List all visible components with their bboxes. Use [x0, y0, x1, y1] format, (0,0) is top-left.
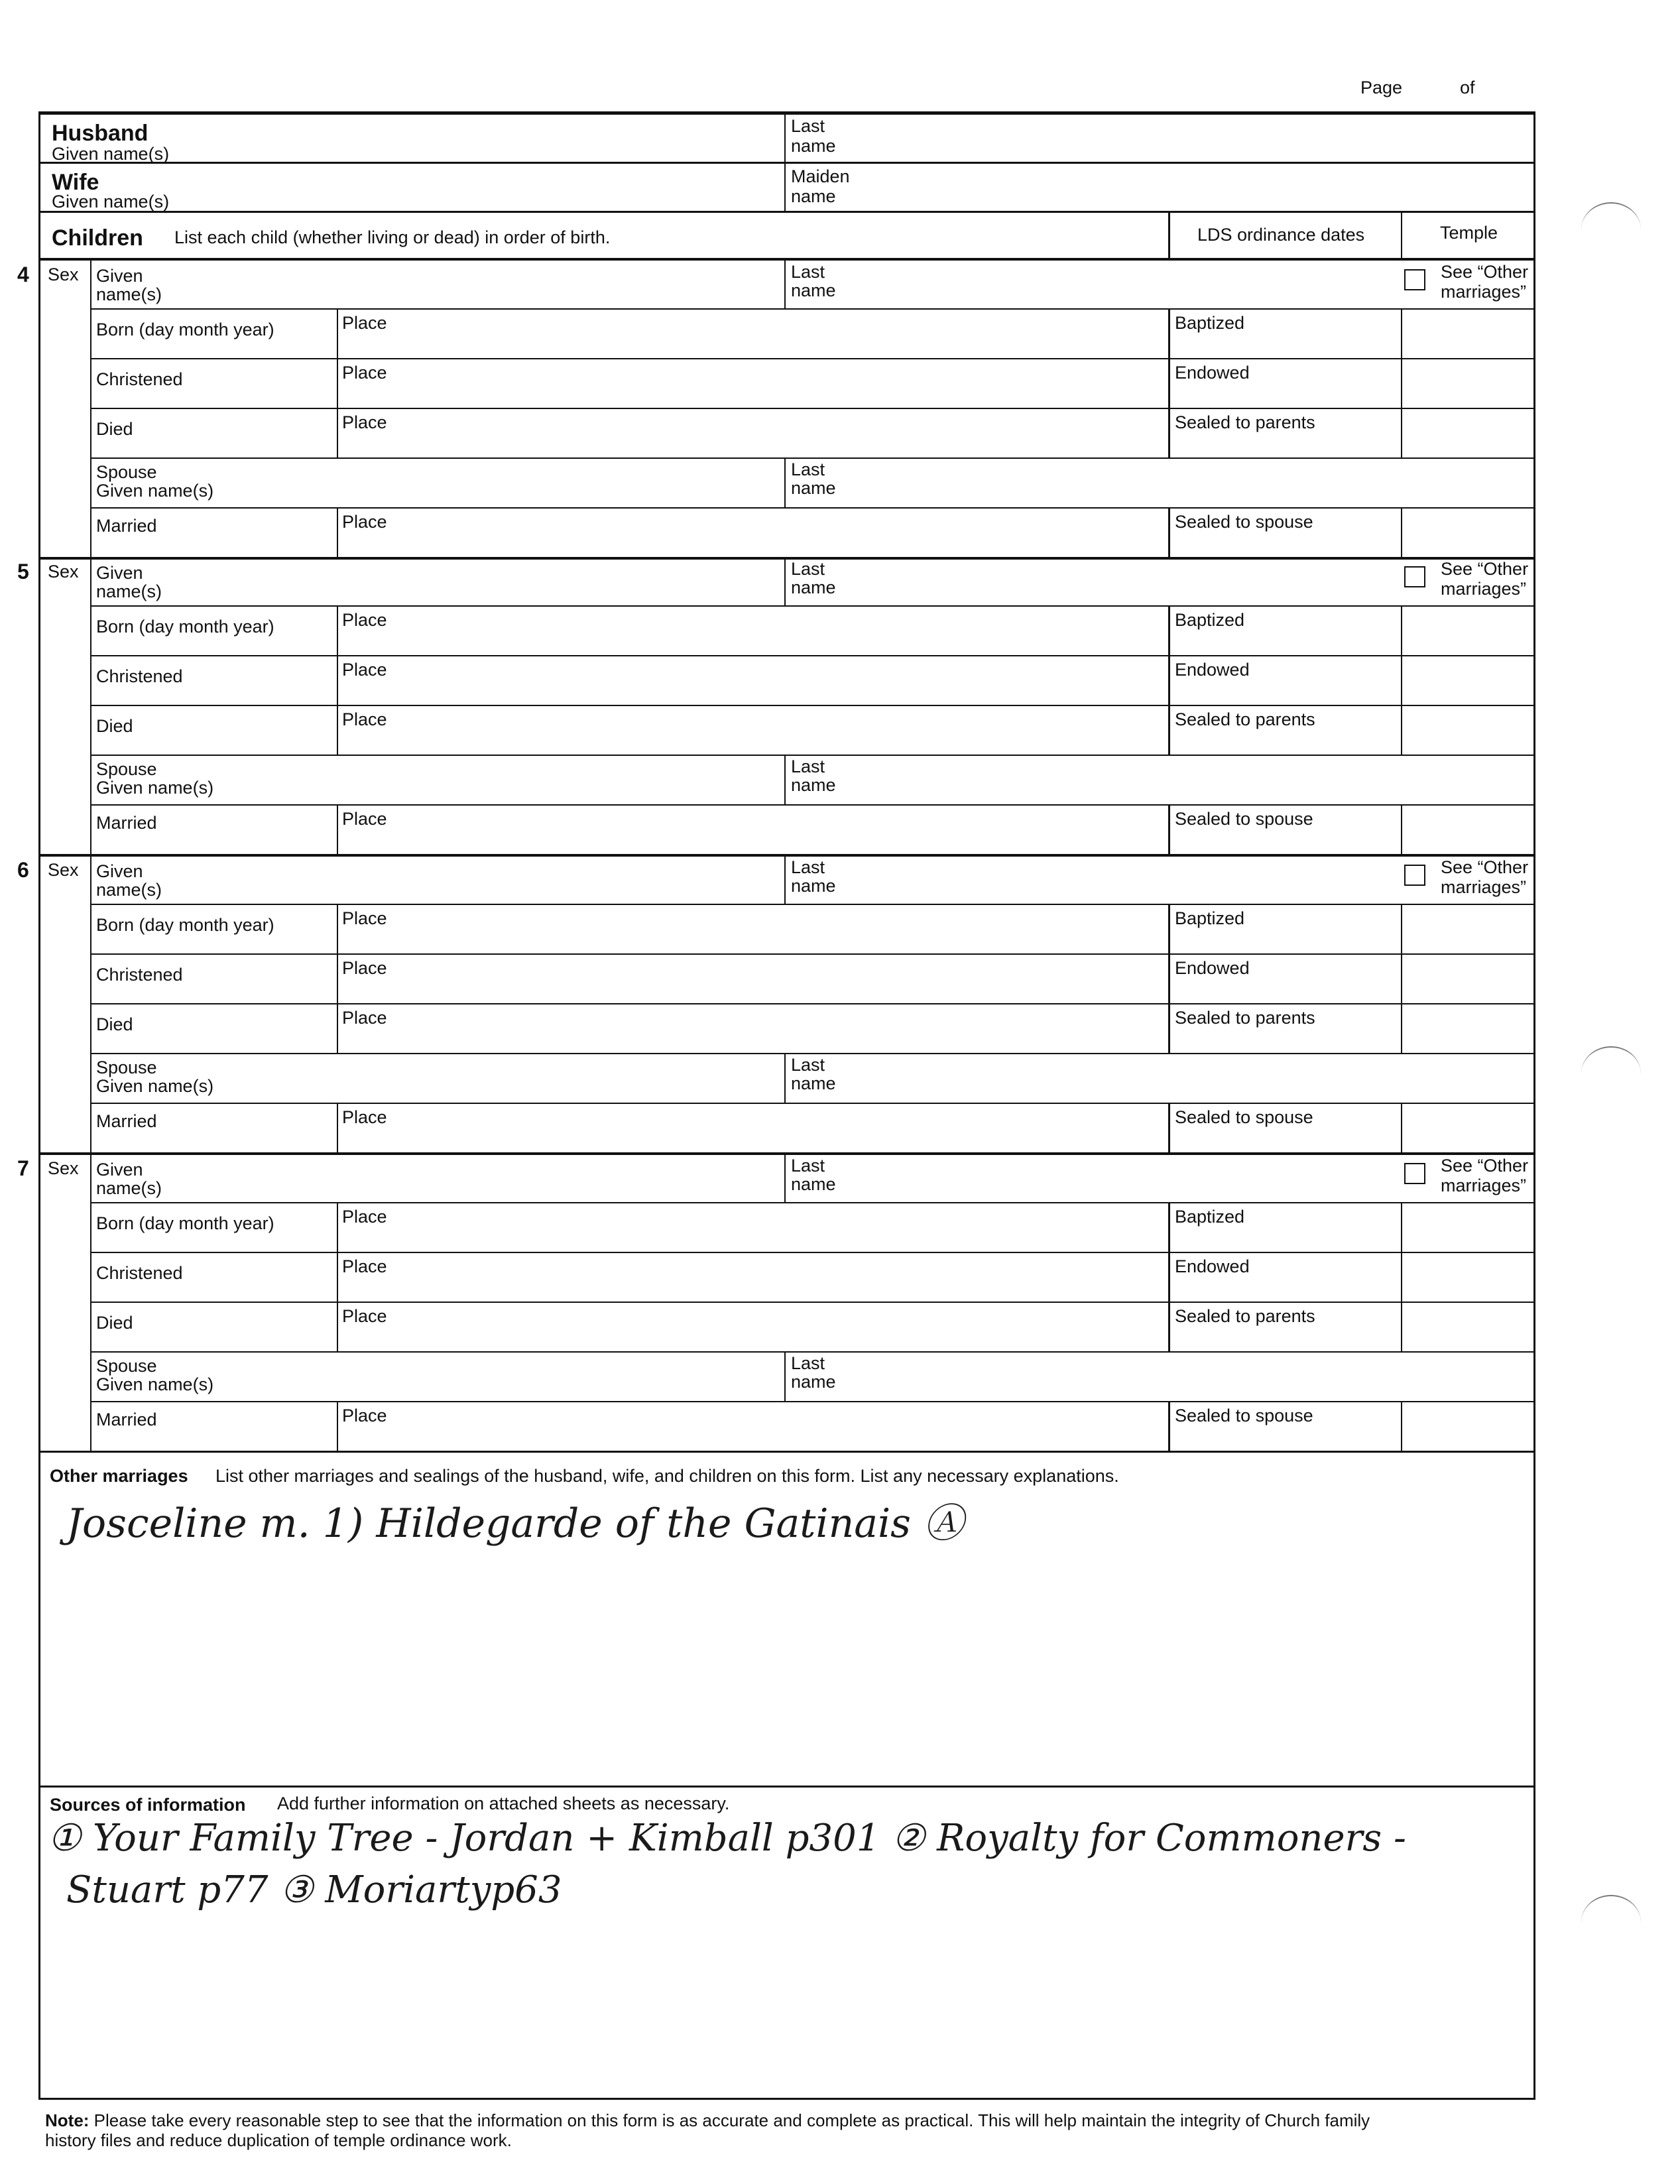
place-label: Place — [342, 1207, 387, 1227]
sealed-parents-label: Sealed to parents — [1175, 1306, 1315, 1326]
note-line1 — [45, 2111, 1370, 2130]
sealed-parents-label: Sealed to parents — [1175, 709, 1315, 729]
sex-label: Sex — [48, 860, 79, 880]
husband-title: Husband — [52, 121, 149, 146]
wife-maiden-label: Maiden — [791, 166, 850, 186]
married-label: Married — [96, 1111, 157, 1131]
spouse-last-label-2: name — [791, 478, 836, 498]
married-label: Married — [96, 813, 157, 833]
other-marriages-handwritten: Josceline m. 1) Hildegarde of the Gatinais Ⓐ — [66, 1500, 964, 1547]
baptized-label: Baptized — [1175, 313, 1245, 333]
last-name-label-2: name — [791, 1174, 836, 1194]
place-label: Place — [342, 610, 387, 630]
spouse-last-label: Last — [791, 459, 825, 479]
spouse-last-label: Last — [791, 1055, 825, 1075]
place-label: Place — [342, 709, 387, 729]
note-line2: history files and reduce duplication of temple ordinance work. — [45, 2130, 512, 2150]
place-label: Place — [342, 412, 387, 432]
baptized-label: Baptized — [1175, 1207, 1245, 1227]
see-other-label: See “Other — [1441, 559, 1529, 579]
died-label: Died — [96, 716, 133, 736]
christened-label: Christened — [96, 369, 183, 389]
given-label: Given — [96, 563, 143, 583]
husband-last-label-2: name — [791, 136, 836, 156]
note-label: Note: — [45, 2110, 90, 2130]
see-other-label-2: marriages” — [1441, 579, 1527, 599]
endowed-label: Endowed — [1175, 1256, 1250, 1276]
husband-last-label: Last — [791, 116, 825, 136]
sources-handwritten-line2: Stuart p77 ③ Moriartyp63 — [66, 1868, 562, 1911]
last-name-label: Last — [791, 1156, 825, 1176]
child-number: 6 — [17, 858, 29, 882]
endowed-label: Endowed — [1175, 363, 1250, 383]
last-name-label: Last — [791, 262, 825, 282]
given-label: Given — [96, 861, 143, 881]
other-marriages-instruction: List other marriages and sealings of the husband, wife, and children on this form. List any necessary explanations. — [215, 1466, 1119, 1486]
place-label: Place — [342, 1406, 387, 1426]
sex-label: Sex — [48, 1158, 79, 1178]
punch-hole-top — [1581, 202, 1641, 257]
endowed-label: Endowed — [1175, 660, 1250, 680]
spouse-label: Spouse — [96, 462, 157, 482]
see-other-label-2: marriages” — [1441, 877, 1527, 897]
spouse-label: Spouse — [96, 1356, 157, 1376]
wife-maiden-label-2: name — [791, 186, 836, 206]
spouse-last-label: Last — [791, 1353, 825, 1373]
place-label: Place — [342, 958, 387, 978]
sealed-parents-label: Sealed to parents — [1175, 1008, 1315, 1028]
spouse-last-label: Last — [791, 757, 825, 776]
spouse-given-label: Given name(s) — [96, 1076, 214, 1096]
see-other-label: See “Other — [1441, 857, 1529, 877]
punch-hole-bottom — [1581, 1895, 1641, 1949]
given-label-2: name(s) — [96, 581, 162, 601]
place-label: Place — [342, 1107, 387, 1127]
place-label: Place — [342, 1306, 387, 1326]
sealed-parents-label: Sealed to parents — [1175, 412, 1315, 432]
see-other-label-2: marriages” — [1441, 282, 1527, 302]
died-label: Died — [96, 1313, 133, 1333]
children-title: Children — [52, 225, 143, 251]
place-label: Place — [342, 512, 387, 532]
born-label: Born (day month year) — [96, 915, 274, 935]
place-label: Place — [342, 1008, 387, 1028]
see-other-label: See “Other — [1441, 262, 1529, 282]
christened-label: Christened — [96, 965, 183, 985]
note-text-1: Please take every reasonable step to see that the information on this form is as accurate and complete as practical. This will help maintain the integrity of Church family — [93, 2110, 1370, 2130]
baptized-label: Baptized — [1175, 610, 1245, 630]
married-label: Married — [96, 516, 157, 536]
last-name-label-2: name — [791, 876, 836, 896]
spouse-given-label: Given name(s) — [96, 778, 214, 798]
see-other-marriages-checkbox[interactable] — [1404, 269, 1425, 290]
spouse-given-label: Given name(s) — [96, 1374, 214, 1394]
given-label: Given — [96, 266, 143, 286]
sealed-spouse-label: Sealed to spouse — [1175, 512, 1313, 532]
given-label-2: name(s) — [96, 284, 162, 304]
spouse-last-label-2: name — [791, 1073, 836, 1093]
christened-label: Christened — [96, 1263, 183, 1283]
sources-instruction: Add further information on attached sheets as necessary. — [277, 1793, 730, 1813]
sealed-spouse-label: Sealed to spouse — [1175, 809, 1313, 829]
spouse-label: Spouse — [96, 759, 157, 779]
children-instruction: List each child (whether living or dead) in order of birth. — [174, 227, 611, 247]
endowed-label: Endowed — [1175, 958, 1250, 978]
died-label: Died — [96, 419, 133, 439]
born-label: Born (day month year) — [96, 320, 274, 339]
child-number: 7 — [17, 1156, 29, 1180]
see-other-label-2: marriages” — [1441, 1176, 1527, 1195]
wife-given-label: Given name(s) — [52, 192, 170, 212]
husband-given-label: Given name(s) — [52, 144, 170, 164]
spouse-label: Spouse — [96, 1058, 157, 1077]
sealed-spouse-label: Sealed to spouse — [1175, 1406, 1313, 1426]
given-label-2: name(s) — [96, 880, 162, 900]
page-label: Page — [1360, 78, 1403, 97]
died-label: Died — [96, 1014, 133, 1034]
place-label: Place — [342, 1256, 387, 1276]
sources-handwritten-line1: ① Your Family Tree - Jordan + Kimball p301 ② Royalty for Commoners - — [48, 1817, 1406, 1860]
sealed-spouse-label: Sealed to spouse — [1175, 1107, 1313, 1127]
child-number: 5 — [17, 560, 29, 583]
child-number: 4 — [17, 263, 29, 286]
see-other-marriages-checkbox[interactable] — [1404, 1163, 1425, 1184]
sex-label: Sex — [48, 562, 79, 581]
place-label: Place — [342, 313, 387, 333]
last-name-label: Last — [791, 857, 825, 877]
see-other-label: See “Other — [1441, 1156, 1529, 1176]
last-name-label-2: name — [791, 280, 836, 300]
place-label: Place — [342, 363, 387, 383]
married-label: Married — [96, 1410, 157, 1429]
place-label: Place — [342, 660, 387, 680]
given-label: Given — [96, 1160, 143, 1180]
place-label: Place — [342, 809, 387, 829]
sources-title: Sources of information — [50, 1795, 246, 1815]
baptized-label: Baptized — [1175, 908, 1245, 928]
born-label: Born (day month year) — [96, 617, 274, 637]
christened-label: Christened — [96, 666, 183, 686]
sex-label: Sex — [48, 265, 79, 284]
temple-label: Temple — [1440, 223, 1498, 243]
other-marriages-title: Other marriages — [50, 1466, 188, 1486]
given-label-2: name(s) — [96, 1178, 162, 1198]
page-of-label: of — [1460, 78, 1475, 97]
spouse-given-label: Given name(s) — [96, 481, 214, 501]
place-label: Place — [342, 908, 387, 928]
spouse-last-label-2: name — [791, 775, 836, 795]
wife-title: Wife — [52, 170, 99, 195]
punch-hole-middle — [1581, 1046, 1641, 1101]
born-label: Born (day month year) — [96, 1213, 274, 1233]
last-name-label-2: name — [791, 577, 836, 597]
spouse-last-label-2: name — [791, 1372, 836, 1392]
see-other-marriages-checkbox[interactable] — [1404, 865, 1425, 886]
last-name-label: Last — [791, 559, 825, 579]
lds-ordinance-label: LDS ordinance dates — [1197, 225, 1365, 245]
see-other-marriages-checkbox[interactable] — [1404, 566, 1425, 587]
